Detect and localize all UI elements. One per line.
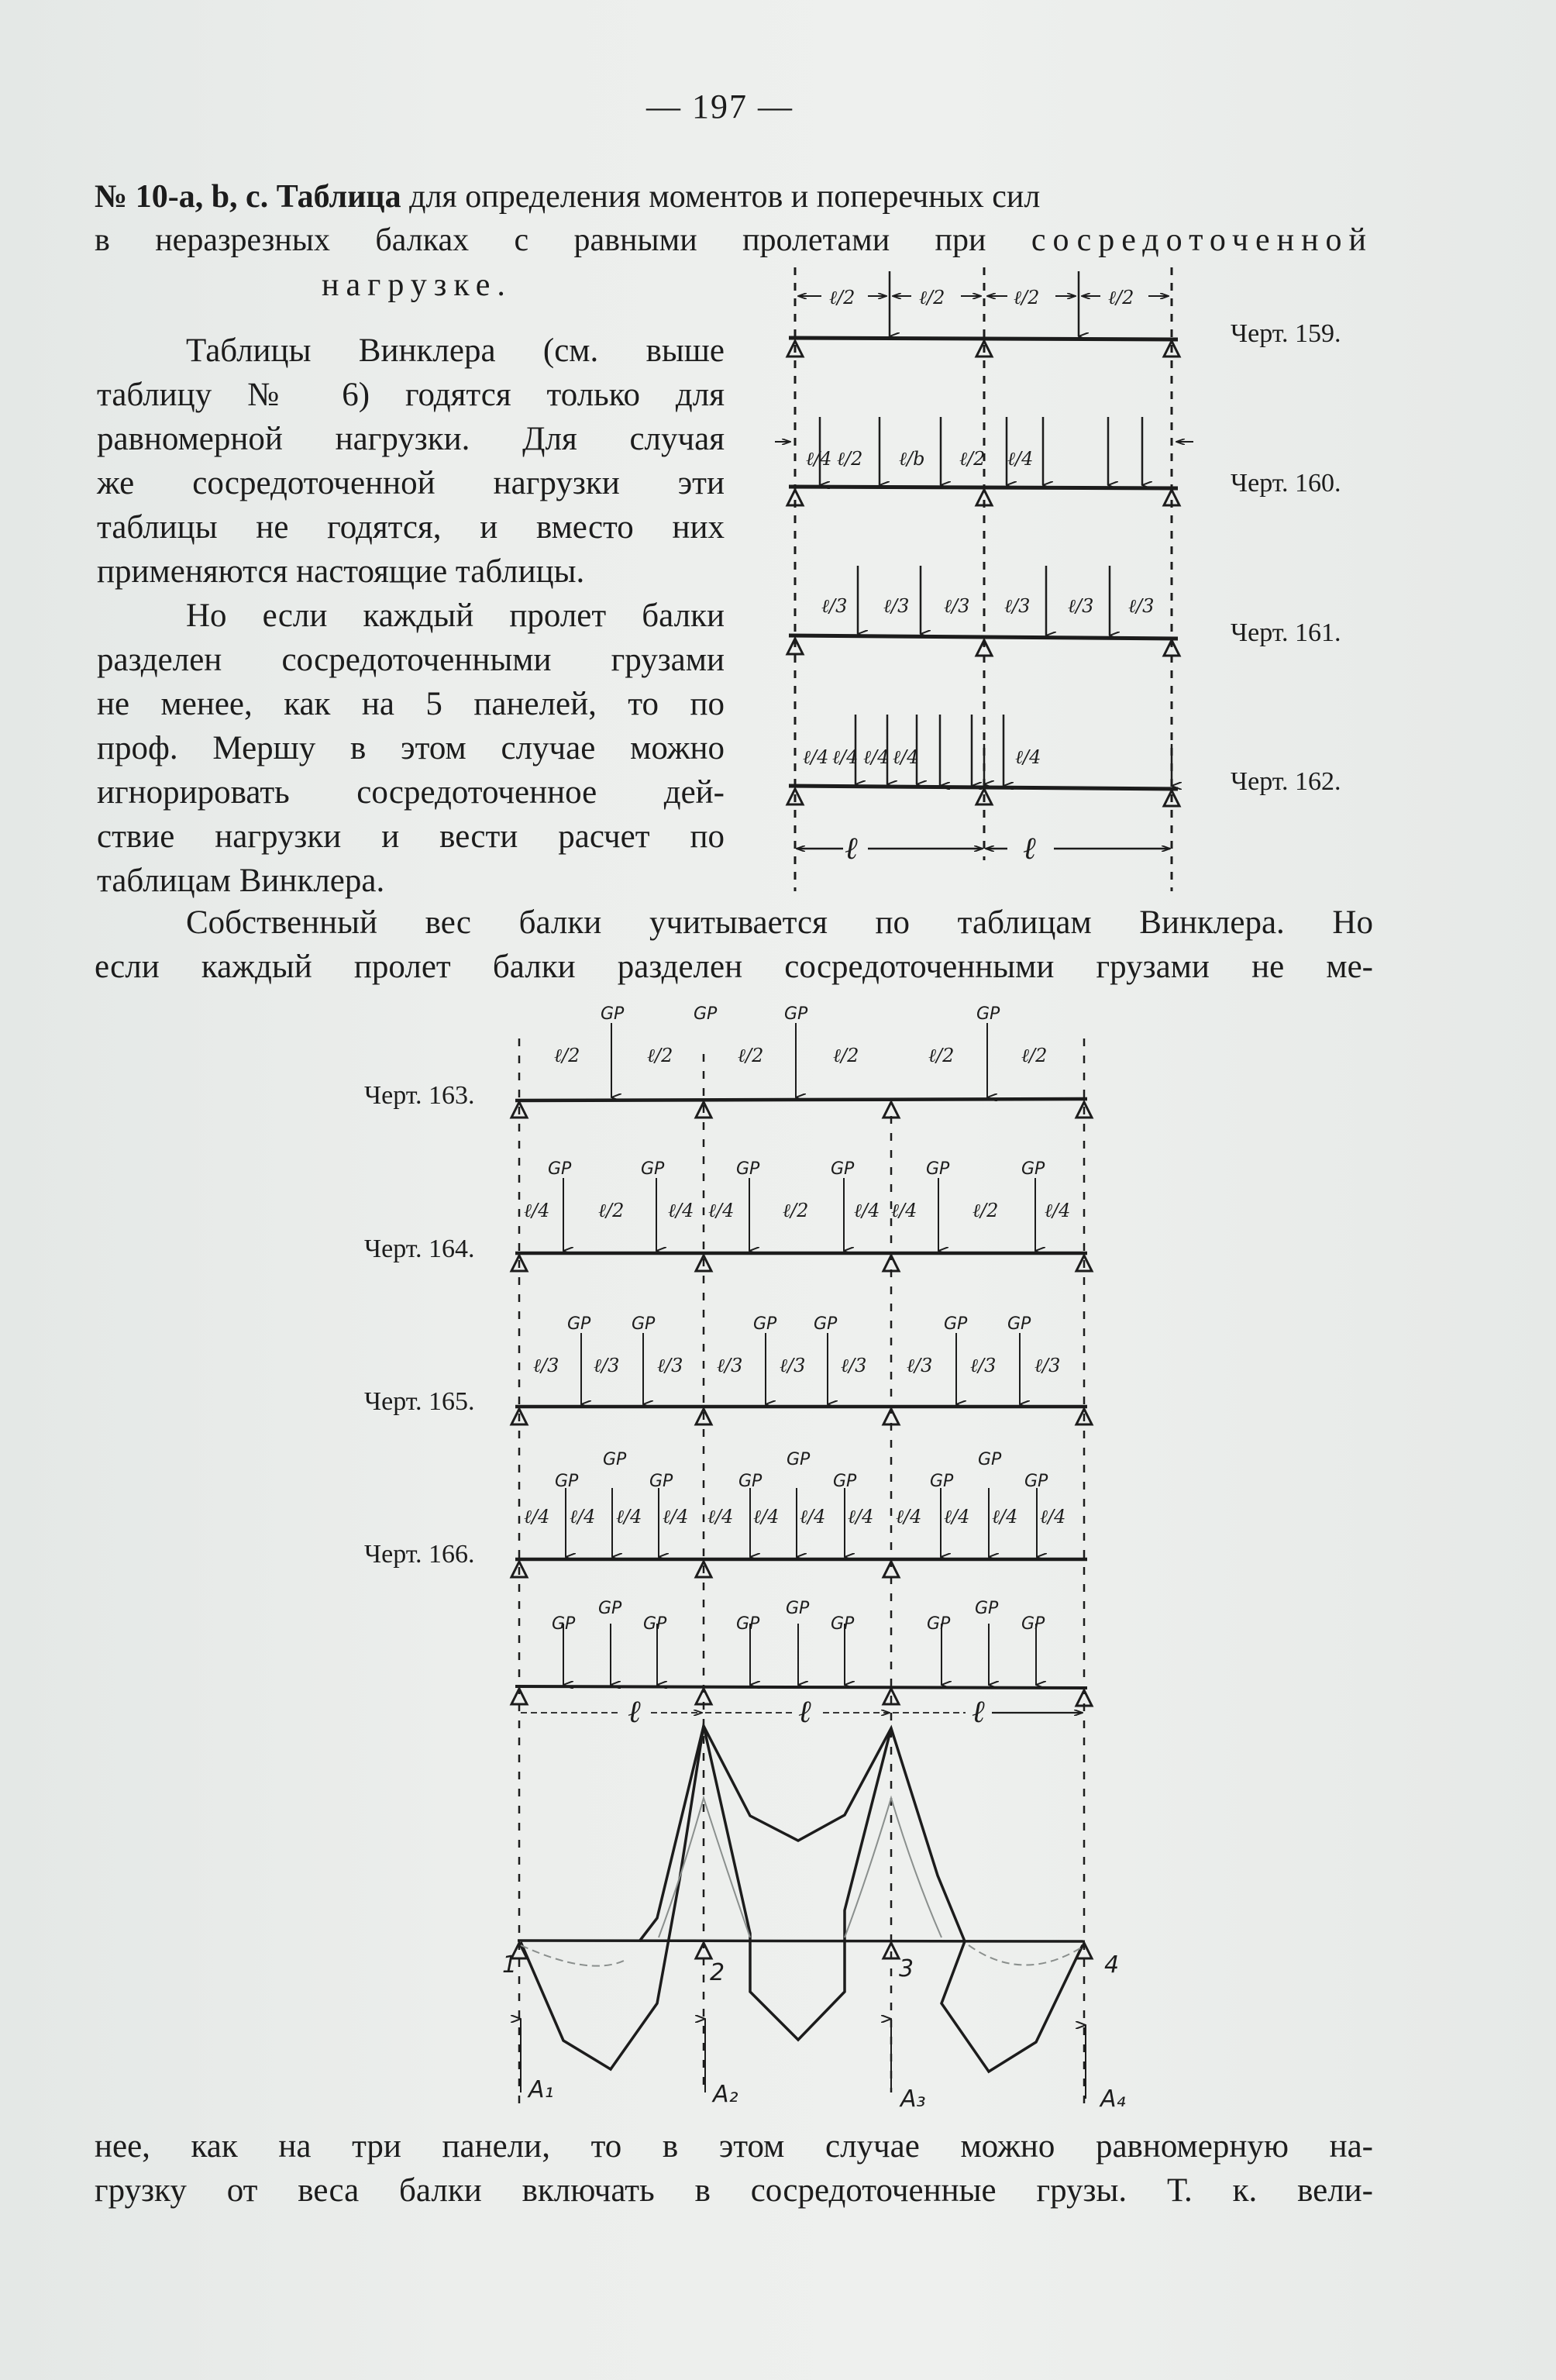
svg-text:GP: GP xyxy=(736,1159,760,1179)
figure-label-165: Черт. 165. xyxy=(364,1387,475,1416)
svg-text:ℓ/2: ℓ/2 xyxy=(647,1045,673,1066)
svg-text:GP: GP xyxy=(643,1614,667,1634)
svg-text:ℓ/2: ℓ/2 xyxy=(919,287,945,308)
svg-text:ℓ/4: ℓ/4 xyxy=(668,1200,694,1221)
figure-166 xyxy=(511,1450,1087,1577)
svg-text:3: 3 xyxy=(899,1955,914,1982)
svg-text:ℓ/3: ℓ/3 xyxy=(970,1355,997,1376)
svg-text:GP: GP xyxy=(694,1004,718,1024)
svg-text:ℓ/3: ℓ/3 xyxy=(1068,595,1094,617)
svg-text:ℓ: ℓ xyxy=(628,1694,641,1730)
svg-text:GP: GP xyxy=(833,1472,857,1491)
svg-text:ℓ/4: ℓ/4 xyxy=(800,1506,826,1528)
svg-text:ℓ/4: ℓ/4 xyxy=(891,1200,917,1221)
svg-text:GP: GP xyxy=(926,1159,950,1179)
figure-label-163: Черт. 163. xyxy=(364,1081,475,1110)
svg-text:ℓ/4: ℓ/4 xyxy=(992,1506,1018,1528)
figure-label-166: Черт. 166. xyxy=(364,1540,475,1569)
paragraph-line: равномерной нагрузки. Для случая xyxy=(97,421,725,457)
svg-text:ℓ/4: ℓ/4 xyxy=(708,1200,735,1221)
svg-text:4: 4 xyxy=(1104,1951,1120,1979)
heading-spaced-text: нагрузке. xyxy=(322,267,512,303)
svg-text:ℓ/2: ℓ/2 xyxy=(783,1200,809,1221)
svg-text:ℓ/4: ℓ/4 xyxy=(806,448,832,470)
svg-text:GP: GP xyxy=(567,1314,591,1334)
paragraph-line: грузку от веса балки включать в сосредоточенные грузы. Т. к. вели- xyxy=(95,2172,1373,2209)
svg-text:ℓ/3: ℓ/3 xyxy=(1004,595,1031,617)
figure-160 xyxy=(775,417,1193,505)
figure-163 xyxy=(511,1004,1092,1118)
svg-text:GP: GP xyxy=(603,1450,627,1469)
figure-162 xyxy=(787,715,1179,806)
svg-text:ℓ/3: ℓ/3 xyxy=(1034,1355,1061,1376)
paragraph-line: ствие нагрузки и вести расчет по xyxy=(97,818,725,855)
svg-text:GP: GP xyxy=(548,1159,572,1179)
svg-text:ℓ/2: ℓ/2 xyxy=(1021,1045,1048,1066)
svg-text:ℓ/2: ℓ/2 xyxy=(972,1200,999,1221)
svg-text:ℓ/4: ℓ/4 xyxy=(832,746,859,768)
svg-text:ℓ: ℓ xyxy=(1023,831,1036,866)
svg-text:ℓ/2: ℓ/2 xyxy=(1108,287,1134,308)
svg-text:ℓ/4: ℓ/4 xyxy=(663,1506,689,1528)
paragraph-line: проф. Мершу в этом случае можно xyxy=(97,730,725,766)
svg-text:ℓ/3: ℓ/3 xyxy=(533,1355,559,1376)
svg-text:1: 1 xyxy=(502,1951,518,1979)
paragraph-line: игнорировать сосредоточенное дей- xyxy=(97,774,725,811)
svg-text:ℓ/3: ℓ/3 xyxy=(1128,595,1155,617)
svg-text:GP: GP xyxy=(738,1472,763,1491)
paragraph-line: нее, как на три панели, то в этом случае можно равномерную на- xyxy=(95,2128,1373,2165)
figure-165 xyxy=(511,1314,1092,1424)
heading-spaced-text: сосредоточенной xyxy=(1031,222,1374,258)
svg-text:ℓ/3: ℓ/3 xyxy=(944,595,970,617)
figure-label-164: Черт. 164. xyxy=(364,1235,475,1263)
svg-text:ℓ/3: ℓ/3 xyxy=(841,1355,867,1376)
svg-text:GP: GP xyxy=(641,1159,665,1179)
svg-text:ℓ/3: ℓ/3 xyxy=(883,595,910,617)
svg-text:2: 2 xyxy=(710,1959,725,1986)
page-number: — 197 — xyxy=(646,88,793,126)
svg-text:ℓ/4: ℓ/4 xyxy=(616,1506,642,1528)
moment-diagram xyxy=(502,1599,1126,2113)
svg-text:ℓ/4: ℓ/4 xyxy=(1045,1200,1071,1221)
upper-figure-group xyxy=(775,267,1193,891)
svg-text:ℓ/2: ℓ/2 xyxy=(738,1045,764,1066)
svg-text:GP: GP xyxy=(753,1314,777,1334)
figure-label-160: Черт. 160. xyxy=(1231,469,1341,498)
svg-text:GP: GP xyxy=(944,1314,968,1334)
svg-text:GP: GP xyxy=(831,1614,855,1634)
svg-text:A₂: A₂ xyxy=(713,2081,738,2108)
svg-text:ℓ/b: ℓ/b xyxy=(899,448,925,470)
svg-text:GP: GP xyxy=(598,1599,622,1618)
svg-text:ℓ/4: ℓ/4 xyxy=(1007,448,1034,470)
svg-text:ℓ/4: ℓ/4 xyxy=(896,1506,922,1528)
svg-text:ℓ/4: ℓ/4 xyxy=(524,1200,550,1221)
paragraph-line: таблицы не годятся, и вместо них xyxy=(97,509,725,546)
svg-text:GP: GP xyxy=(927,1614,951,1634)
svg-text:ℓ/3: ℓ/3 xyxy=(780,1355,806,1376)
svg-text:ℓ/4: ℓ/4 xyxy=(570,1506,596,1528)
svg-text:GP: GP xyxy=(649,1472,673,1491)
section-number: № 10-a, b, c. xyxy=(95,179,269,215)
svg-text:ℓ/2: ℓ/2 xyxy=(554,1045,580,1066)
svg-text:ℓ/4: ℓ/4 xyxy=(893,746,919,768)
svg-text:ℓ/4: ℓ/4 xyxy=(707,1506,734,1528)
figure-160-right-loads xyxy=(1043,417,1142,485)
svg-text:GP: GP xyxy=(814,1314,838,1334)
heading-text: в неразрезных балках с равными пролетами при xyxy=(95,222,986,258)
svg-text:ℓ: ℓ xyxy=(798,1694,811,1730)
svg-text:ℓ/3: ℓ/3 xyxy=(717,1355,743,1376)
paragraph-line: таблицам Винклера. xyxy=(97,863,385,899)
svg-text:ℓ/4: ℓ/4 xyxy=(524,1506,550,1528)
svg-text:ℓ/2: ℓ/2 xyxy=(829,287,855,308)
lower-figure-group xyxy=(502,1004,1126,2113)
svg-text:A₃: A₃ xyxy=(900,2086,926,2113)
paragraph-line: не менее, как на 5 панелей, то по xyxy=(97,686,725,722)
svg-text:ℓ/4: ℓ/4 xyxy=(944,1506,970,1528)
paragraph-line: разделен сосредоточенными грузами xyxy=(97,642,725,678)
paragraph-line: применяются настоящие таблицы. xyxy=(97,553,585,590)
svg-text:GP: GP xyxy=(555,1472,579,1491)
svg-text:ℓ/4: ℓ/4 xyxy=(1015,746,1041,768)
svg-text:GP: GP xyxy=(1021,1159,1045,1179)
paragraph-line: Но если каждый пролет балки xyxy=(186,598,725,634)
svg-text:GP: GP xyxy=(1021,1614,1045,1634)
svg-text:ℓ/2: ℓ/2 xyxy=(833,1045,859,1066)
figure-label-162: Черт. 162. xyxy=(1231,767,1341,796)
svg-text:GP: GP xyxy=(831,1159,855,1179)
svg-text:ℓ: ℓ xyxy=(845,831,858,866)
svg-text:GP: GP xyxy=(632,1314,656,1334)
paragraph-line: если каждый пролет балки разделен сосредоточенными грузами не ме- xyxy=(95,949,1373,985)
svg-text:GP: GP xyxy=(601,1004,625,1024)
heading-bold-word: Таблица xyxy=(276,179,401,215)
svg-text:ℓ/4: ℓ/4 xyxy=(1040,1506,1066,1528)
paragraph-line: Таблицы Винклера (см. выше xyxy=(186,332,725,369)
heading-text: для определения моментов и поперечных сил xyxy=(409,179,1041,215)
svg-text:ℓ: ℓ xyxy=(972,1694,985,1730)
svg-text:A₄: A₄ xyxy=(1100,2086,1126,2113)
svg-text:ℓ/4: ℓ/4 xyxy=(753,1506,780,1528)
svg-text:GP: GP xyxy=(978,1450,1002,1469)
svg-text:GP: GP xyxy=(1024,1472,1048,1491)
svg-text:ℓ/4: ℓ/4 xyxy=(848,1506,874,1528)
svg-text:GP: GP xyxy=(787,1450,811,1469)
paragraph-line: Собственный вес балки учитывается по таблицам Винклера. Но xyxy=(186,904,1373,941)
figure-label-161: Черт. 161. xyxy=(1231,618,1341,647)
figure-164 xyxy=(511,1159,1092,1271)
svg-text:ℓ/3: ℓ/3 xyxy=(821,595,848,617)
svg-text:A₁: A₁ xyxy=(528,2076,554,2103)
paragraph-line: же сосредоточенной нагрузки эти xyxy=(97,465,725,501)
svg-text:ℓ/2: ℓ/2 xyxy=(1014,287,1040,308)
svg-text:ℓ/2: ℓ/2 xyxy=(598,1200,625,1221)
svg-text:GP: GP xyxy=(786,1599,810,1618)
svg-text:GP: GP xyxy=(552,1614,576,1634)
svg-text:GP: GP xyxy=(1007,1314,1031,1334)
svg-text:ℓ/2: ℓ/2 xyxy=(837,448,863,470)
svg-text:GP: GP xyxy=(930,1472,954,1491)
svg-text:ℓ/2: ℓ/2 xyxy=(959,448,986,470)
svg-text:ℓ/3: ℓ/3 xyxy=(594,1355,620,1376)
svg-text:ℓ/4: ℓ/4 xyxy=(863,746,890,768)
svg-text:ℓ/4: ℓ/4 xyxy=(803,746,829,768)
svg-text:GP: GP xyxy=(736,1614,760,1634)
paragraph-line: таблицу № 6) годятся только для xyxy=(97,377,725,413)
svg-text:GP: GP xyxy=(975,1599,999,1618)
svg-text:ℓ/3: ℓ/3 xyxy=(907,1355,933,1376)
figure-label-159: Черт. 159. xyxy=(1231,319,1341,348)
svg-text:ℓ/4: ℓ/4 xyxy=(854,1200,880,1221)
svg-text:ℓ/3: ℓ/3 xyxy=(657,1355,683,1376)
svg-text:ℓ/2: ℓ/2 xyxy=(928,1045,955,1066)
svg-text:GP: GP xyxy=(784,1004,808,1024)
svg-text:GP: GP xyxy=(976,1004,1000,1024)
